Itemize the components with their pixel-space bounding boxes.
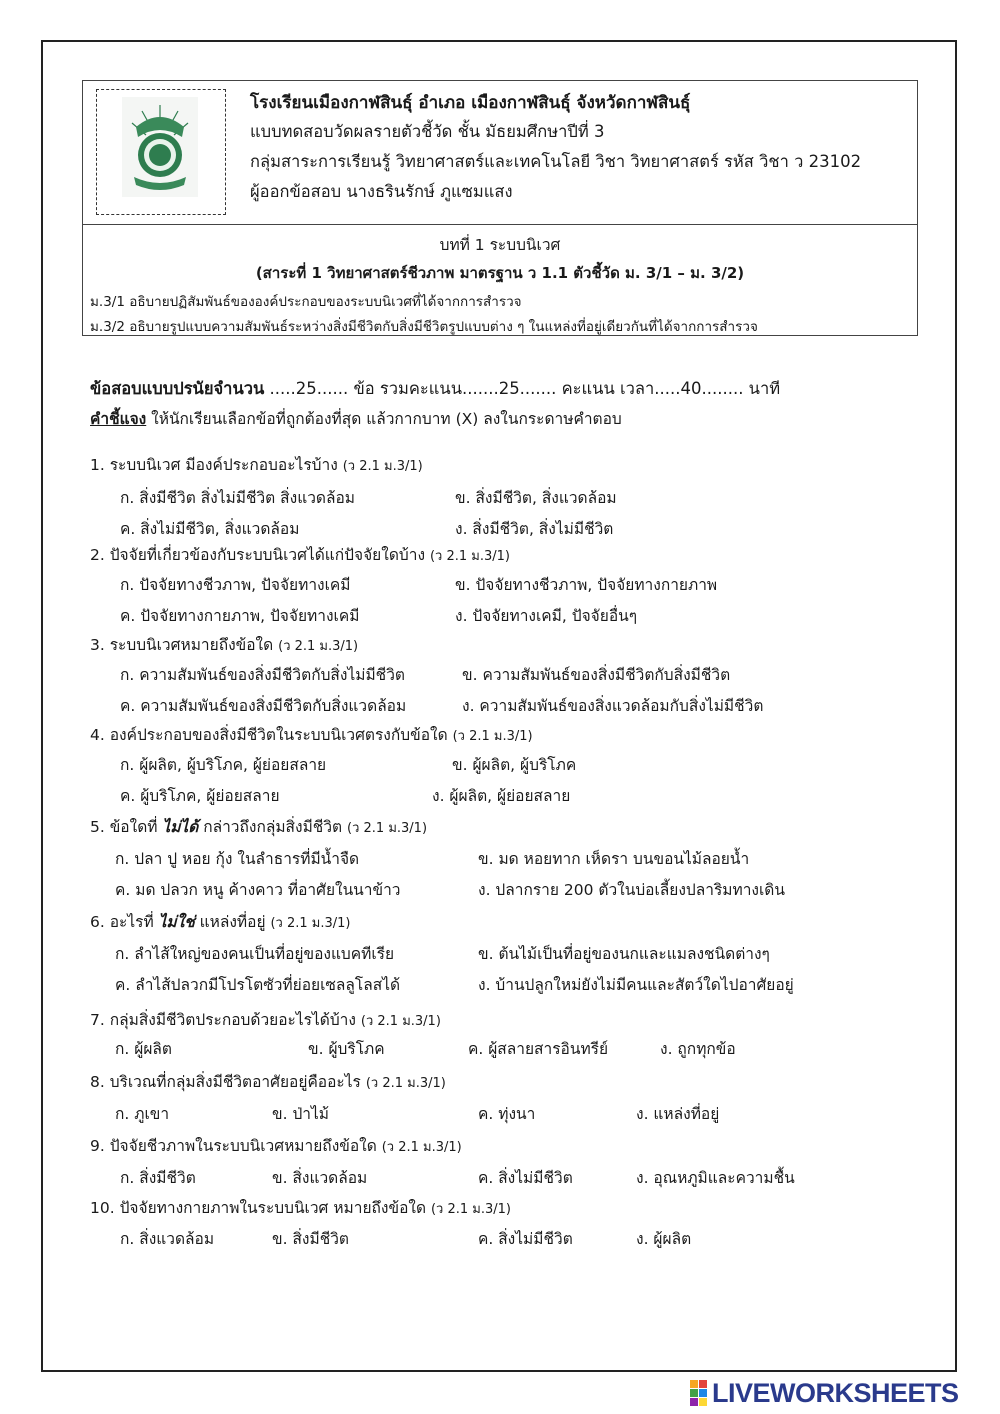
question-2-option[interactable]: ข. ปัจจัยทางชีวภาพ, ปัจจัยทางกายภาพ bbox=[455, 576, 718, 594]
question-text: 3. ระบบนิเวศหมายถึงข้อใด bbox=[90, 636, 279, 654]
question-9-option[interactable]: ข. สิ่งแวดล้อม bbox=[272, 1169, 368, 1187]
indicator-1: ม.3/1 อธิบายปฏิสัมพันธ์ขององค์ประกอบของระบบนิเวศที่ได้จากการสำรวจ bbox=[90, 294, 522, 310]
question-1-option[interactable]: ก. สิ่งมีชีวิต สิ่งไม่มีชีวิต สิ่งแวดล้อม bbox=[120, 489, 355, 507]
unit-title: บทที่ 1 ระบบนิเวศ bbox=[439, 236, 561, 254]
question-2-option[interactable]: ก. ปัจจัยทางชีวภาพ, ปัจจัยทางเคมี bbox=[120, 576, 351, 594]
question-4-option[interactable]: ง. ผู้ผลิต, ผู้ย่อยสลาย bbox=[432, 787, 571, 805]
question-5-option[interactable]: ง. ปลากราย 200 ตัวในบ่อเลี้ยงปลาริมทางเดิน bbox=[478, 881, 785, 899]
question-text: (ว 2.1 ม.3/1) bbox=[278, 639, 359, 654]
question-8-option[interactable]: ง. แหล่งที่อยู่ bbox=[636, 1105, 720, 1123]
question-text: 6. อะไรที่ bbox=[90, 913, 159, 931]
question-5-option[interactable]: ก. ปลา ปู หอย กุ้ง ในลำธารที่มีน้ำจืด bbox=[115, 850, 360, 868]
brand-mark-icon bbox=[690, 1380, 708, 1406]
school-logo bbox=[122, 97, 198, 197]
liveworksheets-brand bbox=[690, 1376, 959, 1410]
brand-text: LIVEWORKSHEETS bbox=[712, 1377, 959, 1408]
question-text: แหล่งที่อยู่ bbox=[194, 913, 271, 931]
question-6-option[interactable]: ง. บ้านปลูกใหม่ยังไม่มีคนและสัตว์ใดไปอาศัยอยู่ bbox=[478, 976, 794, 994]
question-10-option[interactable]: ก. สิ่งแวดล้อม bbox=[120, 1230, 215, 1248]
question-text: 10. ปัจจัยทางกายภาพในระบบนิเวศ หมายถึงข้อใด bbox=[90, 1199, 431, 1217]
question-3-option[interactable]: ค. ความสัมพันธ์ของสิ่งมีชีวิตกับสิ่งแวดล้อม bbox=[120, 697, 407, 715]
question-6-option[interactable]: ค. ลำไส้ปลวกมีโปรโตซัวที่ย่อยเซลลูโลสได้ bbox=[115, 976, 401, 994]
question-7-option[interactable]: ค. ผู้สลายสารอินทรีย์ bbox=[468, 1040, 609, 1058]
question-text: (ว 2.1 ม.3/1) bbox=[360, 1014, 441, 1029]
instructions bbox=[90, 406, 622, 431]
exam-info-label: ข้อสอบแบบปรนัยจำนวน bbox=[90, 379, 265, 398]
question-1-option[interactable]: ข. สิ่งมีชีวิต, สิ่งแวดล้อม bbox=[455, 489, 617, 507]
question-4-stem bbox=[90, 722, 533, 747]
question-1-option[interactable]: ค. สิ่งไม่มีชีวิต, สิ่งแวดล้อม bbox=[120, 520, 300, 538]
question-text: (ว 2.1 ม.3/1) bbox=[381, 1140, 462, 1155]
question-10-option[interactable]: ข. สิ่งมีชีวิต bbox=[272, 1230, 349, 1248]
question-5-stem bbox=[90, 814, 427, 839]
question-text: ไม่ได้ bbox=[162, 818, 199, 836]
subject-group: กลุ่มสาระการเรียนรู้ วิทยาศาสตร์และเทคโนโลยี วิชา วิทยาศาสตร์ รหัส วิชา ว 23102 bbox=[250, 152, 862, 171]
question-text: (ว 2.1 ม.3/1) bbox=[342, 459, 423, 474]
question-7-option[interactable]: ก. ผู้ผลิต bbox=[115, 1040, 172, 1058]
test-type: แบบทดสอบวัดผลรายตัวชี้วัด ชั้น มัธยมศึกษาปีที่ 3 bbox=[250, 122, 605, 141]
question-3-option[interactable]: ง. ความสัมพันธ์ของสิ่งแวดล้อมกับสิ่งไม่มีชีวิต bbox=[462, 697, 764, 715]
question-text: 5. ข้อใดที่ bbox=[90, 818, 163, 836]
question-9-stem bbox=[90, 1133, 462, 1158]
question-text: กล่าวถึงกลุ่มสิ่งมีชีวิต bbox=[198, 818, 348, 836]
question-8-stem bbox=[90, 1069, 446, 1094]
question-text: 9. ปัจจัยชีวภาพในระบบนิเวศหมายถึงข้อใด bbox=[90, 1137, 382, 1155]
question-text: (ว 2.1 ม.3/1) bbox=[270, 916, 351, 931]
question-text: ไม่ใช่ bbox=[158, 913, 195, 931]
question-6-stem bbox=[90, 909, 351, 934]
question-2-option[interactable]: ค. ปัจจัยทางกายภาพ, ปัจจัยทางเคมี bbox=[120, 607, 360, 625]
question-9-option[interactable]: ก. สิ่งมีชีวิต bbox=[120, 1169, 196, 1187]
question-10-option[interactable]: ค. สิ่งไม่มีชีวิต bbox=[478, 1230, 573, 1248]
question-6-option[interactable]: ข. ต้นไม้เป็นที่อยู่ของนกและแมลงชนิดต่างๆ bbox=[478, 945, 770, 963]
question-5-option[interactable]: ค. มด ปลวก หนู ค้างคาว ที่อาศัยในนาข้าว bbox=[115, 881, 401, 899]
question-text: 4. องค์ประกอบของสิ่งมีชีวิตในระบบนิเวศตรงกับข้อใด bbox=[90, 726, 453, 744]
school-name: โรงเรียนเมืองกาฬสินธุ์ อำเภอ เมืองกาฬสินธุ์ จังหวัดกาฬสินธุ์ bbox=[250, 93, 691, 113]
question-7-option[interactable]: ง. ถูกทุกข้อ bbox=[660, 1040, 736, 1058]
question-3-option[interactable]: ก. ความสัมพันธ์ของสิ่งมีชีวิตกับสิ่งไม่มีชีวิต bbox=[120, 666, 405, 684]
question-6-option[interactable]: ก. ลำไส้ใหญ่ของคนเป็นที่อยู่ของแบคทีเรีย bbox=[115, 945, 395, 963]
question-2-option[interactable]: ง. ปัจจัยทางเคมี, ปัจจัยอื่นๆ bbox=[455, 607, 638, 625]
question-7-option[interactable]: ข. ผู้บริโภค bbox=[308, 1040, 385, 1058]
exam-info bbox=[90, 376, 780, 402]
question-1-stem bbox=[90, 452, 423, 477]
question-10-option[interactable]: ง. ผู้ผลิต bbox=[636, 1230, 692, 1248]
question-text: 7. กลุ่มสิ่งมีชีวิตประกอบด้วยอะไรได้บ้าง bbox=[90, 1011, 361, 1029]
question-10-stem bbox=[90, 1195, 511, 1220]
question-7-stem bbox=[90, 1007, 441, 1032]
question-8-option[interactable]: ก. ภูเขา bbox=[115, 1105, 170, 1123]
question-1-option[interactable]: ง. สิ่งมีชีวิต, สิ่งไม่มีชีวิต bbox=[455, 520, 614, 538]
question-9-option[interactable]: ง. อุณหภูมิและความชื้น bbox=[636, 1169, 795, 1187]
question-4-option[interactable]: ค. ผู้บริโภค, ผู้ย่อยสลาย bbox=[120, 787, 280, 805]
question-text: 8. บริเวณที่กลุ่มสิ่งมีชีวิตอาศัยอยู่คืออะไร bbox=[90, 1073, 366, 1091]
unit-subtitle: (สาระที่ 1 วิทยาศาสตร์ชีวภาพ มาตรฐาน ว 1.1 ตัวชี้วัด ม. 3/1 – ม. 3/2) bbox=[255, 264, 745, 282]
question-8-option[interactable]: ค. ทุ่งนา bbox=[478, 1105, 536, 1123]
question-8-option[interactable]: ข. ป่าไม้ bbox=[272, 1105, 330, 1123]
question-2-stem bbox=[90, 542, 510, 567]
question-9-option[interactable]: ค. สิ่งไม่มีชีวิต bbox=[478, 1169, 573, 1187]
question-text: (ว 2.1 ม.3/1) bbox=[347, 821, 428, 836]
instruction-label: คำชี้แจง bbox=[90, 410, 147, 428]
question-text: (ว 2.1 ม.3/1) bbox=[452, 729, 533, 744]
question-3-stem bbox=[90, 632, 358, 657]
exam-author: ผู้ออกข้อสอบ นางธรินรักษ์ ภูแซมแสง bbox=[250, 182, 513, 201]
question-text: (ว 2.1 ม.3/1) bbox=[429, 549, 510, 564]
question-4-option[interactable]: ก. ผู้ผลิต, ผู้บริโภค, ผู้ย่อยสลาย bbox=[120, 756, 327, 774]
question-text: (ว 2.1 ม.3/1) bbox=[365, 1076, 446, 1091]
question-text: (ว 2.1 ม.3/1) bbox=[430, 1202, 511, 1217]
question-5-option[interactable]: ข. มด หอยทาก เห็ดรา บนขอนไม้ลอยน้ำ bbox=[478, 850, 750, 868]
instruction-text: ให้นักเรียนเลือกข้อที่ถูกต้องที่สุด แล้วกากบาท (X) ลงในกระดาษคำตอบ bbox=[146, 410, 622, 428]
question-text: 2. ปัจจัยที่เกี่ยวข้องกับระบบนิเวศได้แก่ปัจจัยใดบ้าง bbox=[90, 546, 430, 564]
question-3-option[interactable]: ข. ความสัมพันธ์ของสิ่งมีชีวิตกับสิ่งมีชีวิต bbox=[462, 666, 731, 684]
question-text: 1. ระบบนิเวศ มีองค์ประกอบอะไรบ้าง bbox=[90, 456, 343, 474]
question-4-option[interactable]: ข. ผู้ผลิต, ผู้บริโภค bbox=[452, 756, 577, 774]
indicator-2: ม.3/2 อธิบายรูปแบบความสัมพันธ์ระหว่างสิ่งมีชีวิตกับสิ่งมีชีวิตรูปแบบต่าง ๆ ในแหล่งที่อยู่เดียวกันที่ได้จากการสำรวจ bbox=[90, 319, 758, 335]
exam-info-details: .....25...... ข้อ รวมคะแนน.......25....... คะแนน เวลา.....40........ นาที bbox=[264, 379, 781, 398]
